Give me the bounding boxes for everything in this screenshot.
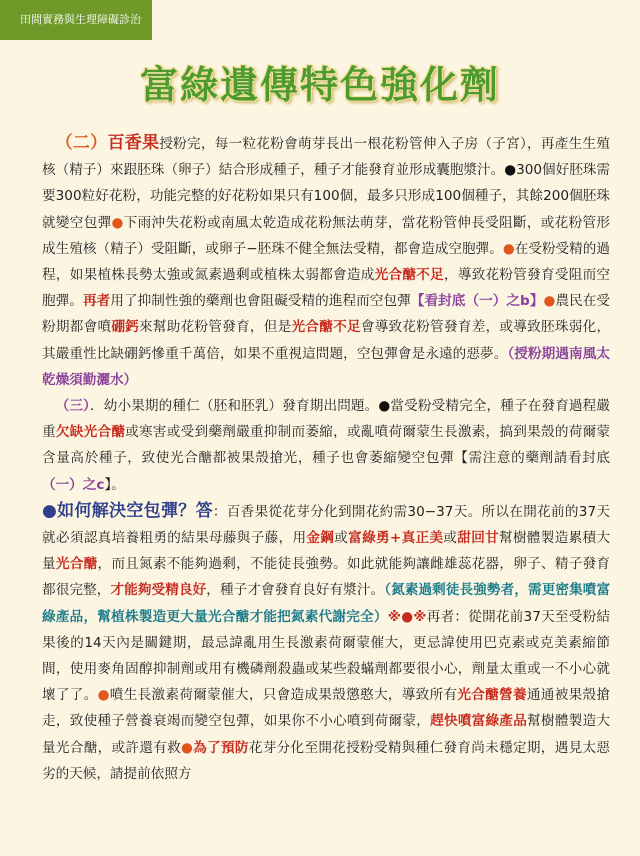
bullet-icon: ●: [502, 240, 515, 257]
text-run: 噴生長激素荷爾蒙催大，只會造成果殼懲憨大，導致所有: [109, 687, 458, 704]
page-title: 富綠遺傳特色強化劑: [139, 62, 500, 107]
text-run: 再者：從開花前37天至受粉結果後的14天內是關鍵期，最忌諱亂用生長激素荷爾蒙催大，更忌諱使用巴克素或克美素縮節間，使用麥角固醇抑制劑或用有機磷劑殺蟲或某些殺蟎劑都要很小心，劑量太重或一不小心就壞了了。: [42, 608, 611, 704]
text-run: ：百香果從花芽分化到開花約需30−37天。所以在開花前的37天就必須認真培養粗勇的結果母藤與子藤，用: [42, 503, 610, 547]
paragraph-3: [42, 498, 610, 787]
highlight-lack-sugar: 欠缺光合醣: [55, 424, 126, 441]
bullet-icon: ●: [543, 293, 556, 310]
text-run: 當受粉受精完全，種子在發育過程嚴重: [42, 398, 611, 441]
section-number: （三）: [55, 398, 90, 415]
text-run: ．幼小果期的種仁（胚和胚乳）發育期出問題。: [90, 398, 379, 415]
highlight-sugar-shortage: 光合醣不足: [374, 267, 444, 284]
text-run: 或: [443, 530, 458, 547]
text-run: 幫樹體製造大量光合醣，或許還有救: [42, 713, 611, 756]
text-run: 來幫助花粉管發育，但是: [139, 319, 292, 336]
text-run: 花芽分化至開花授粉受精與種仁發育尚未穩定期，遇見太惡劣的天候，請提前依照方: [42, 739, 610, 782]
paragraph-1: [42, 130, 610, 393]
product-name: 金鋼: [306, 530, 335, 547]
paragraph-2: [42, 393, 610, 498]
text-run: 300個好胚珠需要300粒好花粉，功能完整的好花粉如果只有100個，最多只形成100個種子，其餘200個胚珠就變空包彈: [42, 162, 610, 231]
text-run: 下雨沖失花粉或南風太乾造成花粉無法萌芽，當花粉管伸長受阻斷，或花粉管形成生殖核（精子）受阻斷，或卵子−胚珠不健全無法受精，都會造成空胞彈。: [42, 214, 610, 257]
highlight-sugar: 光合醣: [55, 556, 98, 573]
text-run: ，而且氮素不能夠過剩，不能徒長強勢。如此就能夠讓雌雄蕊花器，卵子、精子發育都很完整，: [42, 556, 611, 599]
product-name: 甜回甘: [457, 530, 500, 547]
text-run: 幫樹體製造累積大量: [42, 530, 611, 573]
note-watering: （授粉期遇南風太乾燥須勤灑水）: [42, 345, 610, 388]
highlight-prevent: 為了預防: [193, 739, 249, 756]
bullet-icon: ●: [378, 398, 391, 415]
bullet-icon: ●: [504, 162, 517, 179]
highlight-spray: 趕快噴富綠產品: [430, 713, 528, 730]
text-run: 授粉完，每一粒花粉會萌芽長出一根花粉管伸入子房（子宮），再產生生殖核（精子）來跟胚珠（卵子）結合形成種子，種子才能發育並形成囊胞漿汁。: [42, 136, 611, 179]
bullet-icon: ●: [181, 739, 194, 756]
text-run: 或寒害或受到藥劑嚴重抑制而萎縮，或亂噴荷爾蒙生長激素，搞到果殼的荷爾蒙含量高於種子，致使光合醣都被果殼搶光，種子也會萎縮變空包彈【需注意的藥劑請看封底: [42, 424, 611, 467]
highlight-sugar-nutrition: 光合醣營養: [457, 687, 527, 704]
highlight-boron-calcium: 硼鈣: [111, 319, 140, 336]
bullet-icon: ●: [97, 687, 110, 704]
text-run: ，導致花粉管發育受阻而空胞彈。: [42, 267, 611, 310]
faq-heading: ●如何解決空包彈？答: [42, 500, 213, 521]
product-name: 富綠勇+真正美: [348, 530, 444, 547]
reference-back-cover: 【看封底（一）之b】: [410, 293, 544, 310]
text-run: 在受粉受精的過程，如果植株長勢太強或氮素過剩或植株太弱都會造成: [42, 240, 611, 284]
note-nitrogen: （氮素過剩徒長強勢者，需更密集噴富綠產品，幫植株製造更大量光合醣才能把氮素代謝完全）: [42, 582, 611, 625]
text-run: 會導致花粉管發育差，或導致胚珠弱化，其嚴重性比缺硼鈣慘重千萬倍，如果不重視這問題，空包彈會是永遠的惡夢。: [42, 319, 611, 362]
text-run: 通通被果殼搶走，致使種子營養衰竭而變空包彈，如果你不小心噴到荷爾蒙，: [42, 687, 610, 730]
bullet-icon: ●: [111, 214, 124, 231]
text-run: 或: [334, 530, 349, 547]
section-number: （二）: [55, 133, 108, 153]
article-body: [42, 130, 610, 787]
text-run: 用了抑制性強的藥劑也會阻礙受精的進程而空包彈: [110, 293, 411, 310]
highlight-fertilize-well: 才能夠受精良好: [110, 582, 207, 599]
text-run: ，種子才會發育良好有漿汁。: [206, 582, 385, 599]
highlight-moreover: 再者: [82, 293, 111, 310]
reference-back-cover: （一）之c: [42, 476, 105, 493]
asterisk-marker: ※●※: [387, 608, 427, 625]
highlight-passionfruit: 百香果: [107, 133, 160, 153]
highlight-sugar-shortage-2: 光合醣不足: [291, 319, 361, 336]
text-run: 】。: [104, 476, 125, 493]
text-run: 農民在受粉期都會噴: [42, 293, 611, 336]
section-tag: 田間實務與生理障礙診治: [0, 0, 152, 40]
